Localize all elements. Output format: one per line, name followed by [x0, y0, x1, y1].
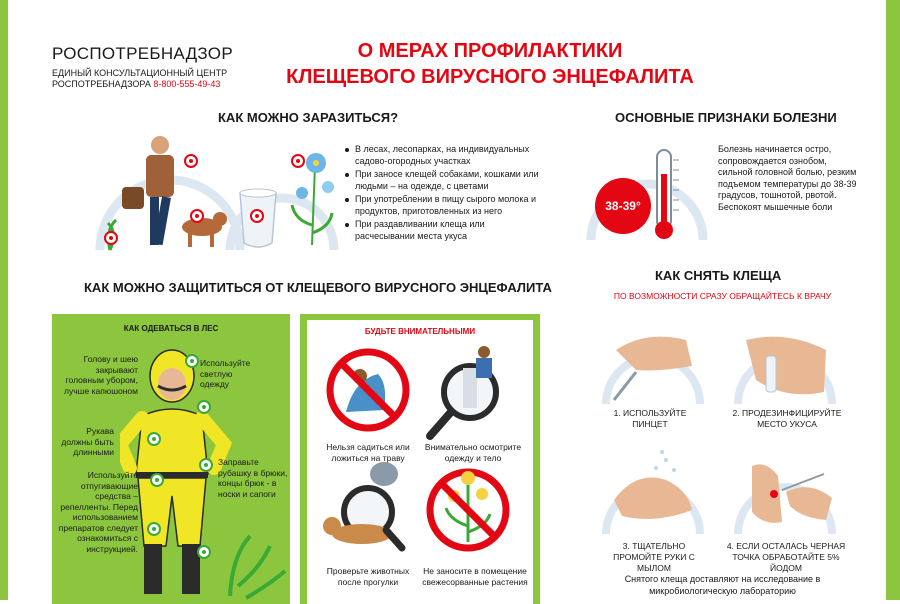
temperature-badge: 38-39° — [595, 178, 651, 234]
symptoms-heading: ОСНОВНЫЕ ПРИЗНАКИ БОЛЕЗНИ — [615, 110, 837, 125]
checkpoint-marker — [147, 522, 161, 536]
title-line2: КЛЕЩЕВОГО ВИРУСНОГО ЭНЦЕФАЛИТА — [286, 66, 694, 88]
checkpoint-marker — [147, 432, 161, 446]
removal-step-1: 1. ИСПОЛЬЗУЙТЕ ПИНЦЕТ — [613, 408, 687, 429]
plants-caption: Не заносите в помещение свежесорванные растения — [422, 566, 528, 587]
attention-illustrations-top — [318, 340, 518, 440]
page-title — [280, 38, 700, 90]
tick-marker — [250, 209, 264, 223]
tick-marker — [291, 154, 305, 168]
clothing-light-text: Используйте светлую одежду — [200, 358, 251, 389]
removal-subheading: ПО ВОЗМОЖНОСТИ СРАЗУ ОБРАЩАЙТЕСЬ К ВРАЧУ — [613, 291, 832, 301]
list-item: В лесах, лесопарках, на индивидуальных садово-огородных участках — [345, 144, 545, 167]
checkpoint-marker — [197, 545, 211, 559]
clothing-tuck-text: Заправьте рубашку в брюки, концы брюк - в носки и сапоги — [218, 457, 288, 499]
lab-note: Снятого клеща доставляют на исследование в микробиологическую лабораторию — [624, 574, 821, 596]
tick-marker — [190, 209, 204, 223]
list-item: При употреблении в пищу сырого молока и продуктов, приготовленных из него — [345, 194, 545, 217]
org-line2 — [52, 79, 220, 89]
infection-list — [345, 144, 545, 244]
org-line1: ЕДИНЫЙ КОНСУЛЬТАЦИОННЫЙ ЦЕНТР — [52, 68, 228, 78]
tick-marker — [184, 154, 198, 168]
pets-caption: Проверьте животных после прогулки — [326, 566, 410, 587]
removal-heading: КАК СНЯТЬ КЛЕЩА — [655, 268, 782, 283]
clothing-panel-title: КАК ОДЕВАТЬСЯ В ЛЕС — [123, 324, 219, 333]
removal-steps-bottom — [596, 440, 846, 536]
attention-illustrations-bottom — [318, 456, 518, 562]
removal-step-2: 2. ПРОДЕЗИНФИЦИРУЙТЕ МЕСТО УКУСА — [732, 408, 842, 429]
title-line1: О МЕРАХ ПРОФИЛАКТИКИ — [357, 40, 623, 62]
org-name: РОСПОТРЕБНАДЗОР — [52, 44, 233, 63]
attention-panel-title: БУДЬТЕ ВНИМАТЕЛЬНЫМИ — [364, 327, 476, 336]
clothing-repellent-text: Используйте отпугивающие средства – репелленты. Перед использованием препаратов следует ознакомиться с инструкцией. — [58, 470, 138, 554]
list-item: При заносе клещей собаками, кошками или людьми – на одежде, с цветами — [345, 169, 545, 192]
checkpoint-marker — [150, 473, 164, 487]
right-green-border — [886, 0, 900, 600]
clothing-head-text: Голову и шею закрывают головным убором, лучше капюшоном — [64, 354, 138, 396]
removal-steps-top — [596, 310, 846, 406]
no-sit-caption: Нельзя садиться или ложиться на траву — [326, 442, 410, 463]
tick-marker — [104, 231, 118, 245]
checkpoint-marker — [185, 354, 199, 368]
left-green-border — [0, 0, 8, 600]
infection-illustration — [80, 135, 345, 260]
checkpoint-marker — [199, 458, 213, 472]
list-item: При раздавливании клеща или расчесывании места укуса — [345, 219, 545, 242]
removal-step-4: 4. ЕСЛИ ОСТАЛАСЬ ЧЕРНАЯ ТОЧКА ОБРАБОТАЙТЕ 5% ЙОДОМ — [726, 541, 846, 573]
removal-step-3: 3. ТЩАТЕЛЬНО ПРОМОЙТЕ РУКИ С МЫЛОМ — [613, 541, 695, 573]
protect-heading: КАК МОЖНО ЗАЩИТИТЬСЯ ОТ КЛЕЩЕВОГО ВИРУСНОГО ЭНЦЕФАЛИТА — [84, 280, 552, 295]
org-line2-text: РОСПОТРЕБНАДЗОРА — [52, 79, 151, 89]
clothing-sleeves-text: Рукава должны быть длинными — [61, 426, 114, 457]
symptoms-text: Болезнь начинается остро, сопровождается ознобом, сильной головной болью, резким подъемом температуры до 38-39 градусов, тошнотой, рвотой. Беспокоят мышечные боли — [718, 144, 857, 212]
inspect-caption: Внимательно осмотрите одежду и тело — [424, 442, 522, 463]
infection-heading: КАК МОЖНО ЗАРАЗИТЬСЯ? — [218, 110, 399, 125]
checkpoint-marker — [197, 400, 211, 414]
hotline-phone: 8-800-555-49-43 — [153, 79, 221, 89]
